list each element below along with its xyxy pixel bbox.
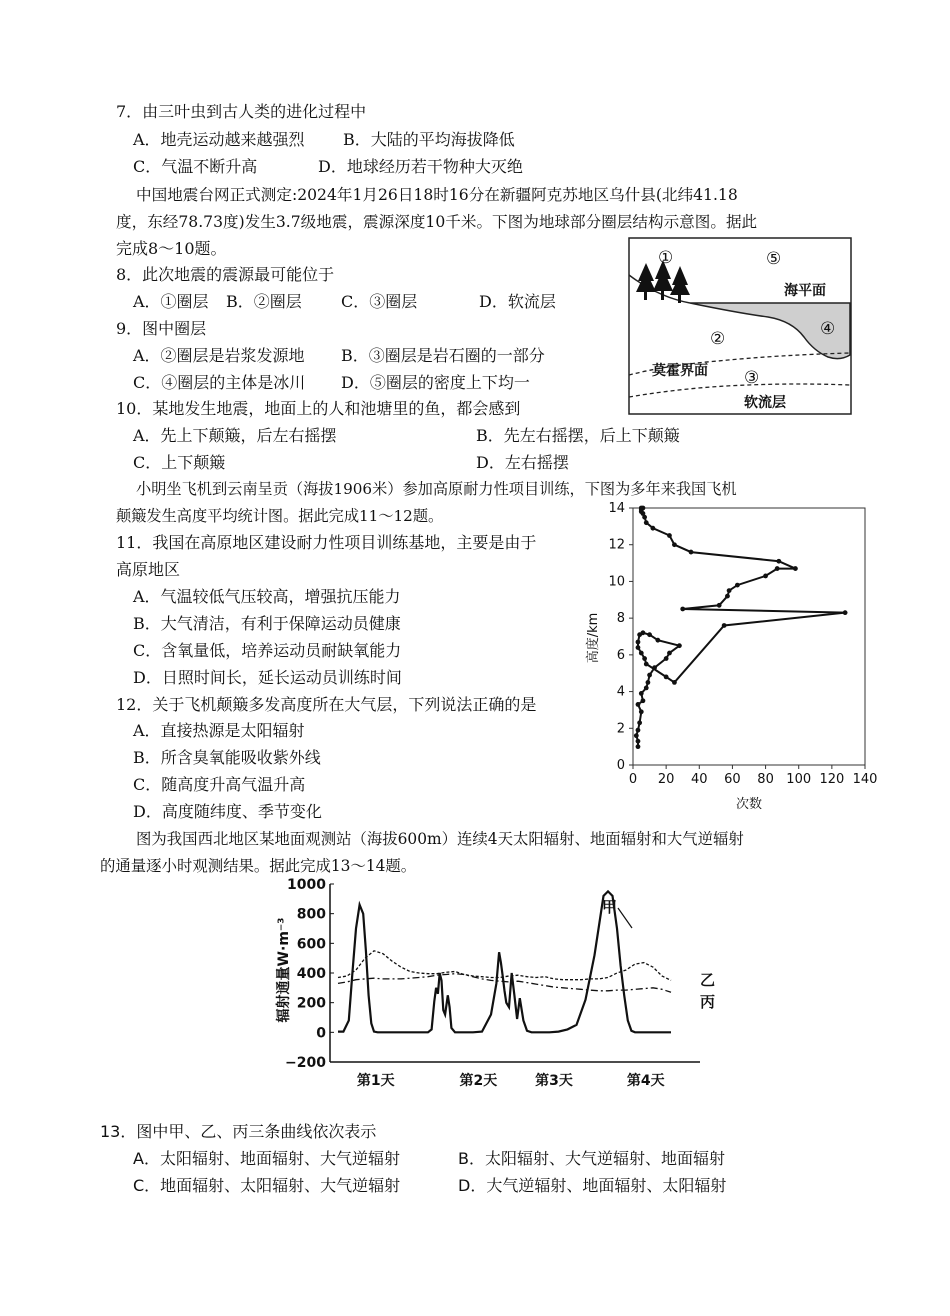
rad-category-label: 第1天 xyxy=(356,1073,395,1089)
rad-y-tick-label: −200 xyxy=(285,1055,326,1071)
turb-data-point xyxy=(655,638,660,643)
q11-stem-line1: 11．我国在高原地区建设耐力性项目训练基地，主要是由于 xyxy=(116,533,537,552)
turb-data-point xyxy=(664,656,669,661)
turb-data-point xyxy=(636,640,641,645)
turb-y-tick-label: 0 xyxy=(616,758,625,773)
layer-4-label: ④ xyxy=(820,319,836,339)
turb-data-point xyxy=(637,632,642,637)
turb-data-point xyxy=(641,698,646,703)
turb-data-point xyxy=(644,686,649,691)
layer-5-label: ⑤ xyxy=(766,249,782,269)
rad-category-label: 第4天 xyxy=(626,1073,665,1089)
rad-label-bing: 丙 xyxy=(700,993,716,1011)
q10-option-b[interactable]: B．先左右摇摆，后上下颠簸 xyxy=(476,426,680,445)
layer-1-label: ① xyxy=(658,248,674,268)
asthenosphere-label: 软流层 xyxy=(744,395,786,411)
q12-option-c[interactable]: C．随高度升高气温升高 xyxy=(133,775,306,794)
rad-category-label: 第2天 xyxy=(459,1073,498,1089)
q9-option-a[interactable]: A．②圈层是岩浆发源地 xyxy=(133,346,305,365)
layer-3-label: ③ xyxy=(744,368,760,388)
turb-data-point xyxy=(667,651,672,656)
q8-option-b[interactable]: B．②圈层 xyxy=(226,292,302,311)
rad-y-tick-label: 200 xyxy=(296,995,326,1012)
turb-data-point xyxy=(636,739,641,744)
turb-data-point xyxy=(677,643,682,648)
q13-option-b[interactable]: B．太阳辐射、大气逆辐射、地面辐射 xyxy=(458,1149,725,1168)
intro-earthquake-line3: 完成8～10题。 xyxy=(116,239,227,258)
turb-x-label: 次数 xyxy=(735,797,763,812)
turb-x-tick-label: 140 xyxy=(852,772,878,787)
rad-y-label: 辐射通量W·m⁻³ xyxy=(276,917,292,1023)
q9-option-c[interactable]: C．④圈层的主体是冰川 xyxy=(133,373,306,392)
q8-option-a[interactable]: A．①圈层 xyxy=(133,292,209,311)
turb-y-tick-label: 8 xyxy=(616,611,625,627)
turb-data-point xyxy=(634,733,639,738)
moho-label: 莫霍界面 xyxy=(652,363,708,379)
q11-option-d[interactable]: D．日照时间长，延长运动员训练时间 xyxy=(133,668,402,687)
turb-x-tick-label: 40 xyxy=(691,772,708,787)
rad-y-tick-label: 400 xyxy=(296,966,326,982)
q8-option-d[interactable]: D．软流层 xyxy=(479,292,556,311)
intro-turbulence-line2: 颠簸发生高度平均统计图。据此完成11～12题。 xyxy=(116,507,444,525)
q9-stem: 9．图中圈层 xyxy=(116,319,207,338)
turb-data-point xyxy=(735,583,740,588)
q10-stem: 10．某地发生地震，地面上的人和池塘里的鱼，都会感到 xyxy=(116,399,521,418)
turb-data-point xyxy=(642,656,647,661)
turb-data-point xyxy=(647,673,652,678)
q10-option-a[interactable]: A．先上下颠簸，后左右摇摆 xyxy=(133,426,337,445)
q8-option-c[interactable]: C．③圈层 xyxy=(341,292,418,311)
turb-data-point xyxy=(636,702,641,707)
turb-y-tick-label: 10 xyxy=(608,574,625,590)
intro-radiation-line2: 的通量逐小时观测结果。据此完成13～14题。 xyxy=(100,857,417,875)
turb-y-label: 高度/km xyxy=(586,612,601,664)
turb-data-point xyxy=(639,691,644,696)
turb-data-point xyxy=(689,550,694,555)
q7-option-d[interactable]: D．地球经历若干物种大灭绝 xyxy=(318,157,523,176)
intro-earthquake-line1: 中国地震台网正式测定:2024年1月26日18时16分在新疆阿克苏地区乌什县(北纬41.18 xyxy=(136,186,738,204)
turb-y-tick-label: 6 xyxy=(616,647,625,663)
layer-2-label: ② xyxy=(710,329,726,349)
turb-data-point xyxy=(637,720,642,725)
q11-option-c[interactable]: C．含氧量低，培养运动员耐缺氧能力 xyxy=(133,641,402,660)
q7-option-c[interactable]: C．气温不断升高 xyxy=(133,157,258,176)
q12-stem: 12．关于飞机颠簸多发高度所在大气层，下列说法正确的是 xyxy=(116,695,537,714)
turb-y-tick-label: 12 xyxy=(608,537,625,553)
turb-data-point xyxy=(775,566,780,571)
turb-data-point xyxy=(636,744,641,749)
turb-x-tick-label: 120 xyxy=(819,772,845,787)
turb-x-tick-label: 0 xyxy=(628,772,638,787)
intro-earthquake-line2: 度，东经78.73度)发生3.7级地震，震源深度10千米。下图为地球部分圈层结构示意图。据此 xyxy=(116,213,758,231)
turb-data-point xyxy=(636,645,641,650)
turb-data-point xyxy=(652,665,657,670)
q13-option-d[interactable]: D．大气逆辐射、地面辐射、太阳辐射 xyxy=(458,1176,727,1195)
turb-data-point xyxy=(843,610,848,615)
q11-stem-line2: 高原地区 xyxy=(116,560,181,579)
sea-level-label: 海平面 xyxy=(784,283,826,299)
q10-option-d[interactable]: D．左右摇摆 xyxy=(476,453,569,472)
rad-label-yi: 乙 xyxy=(700,971,716,989)
turb-data-point xyxy=(644,520,649,525)
q11-option-a[interactable]: A．气温较低气压较高，增强抗压能力 xyxy=(133,587,401,606)
turb-x-tick-label: 100 xyxy=(786,772,812,787)
turb-data-point xyxy=(727,588,732,593)
turb-x-tick-label: 80 xyxy=(757,772,774,787)
q12-option-b[interactable]: B．所含臭氧能吸收紫外线 xyxy=(133,748,321,767)
q13-option-a[interactable]: A．太阳辐射、地面辐射、大气逆辐射 xyxy=(133,1149,400,1168)
earth-layers-diagram xyxy=(628,237,852,415)
q9-option-b[interactable]: B．③圈层是岩石圈的一部分 xyxy=(341,346,545,365)
q8-stem: 8．此次地震的震源最可能位于 xyxy=(116,265,335,284)
turb-data-point xyxy=(793,566,798,571)
q12-option-a[interactable]: A．直接热源是太阳辐射 xyxy=(133,721,305,740)
q10-option-c[interactable]: C．上下颠簸 xyxy=(133,453,226,472)
q12-option-d[interactable]: D．高度随纬度、季节变化 xyxy=(133,802,322,821)
rad-y-tick-label: 800 xyxy=(296,906,326,923)
rad-label-jia: 甲 xyxy=(602,898,618,916)
turb-data-point xyxy=(639,709,644,714)
rad-y-tick-label: 1000 xyxy=(287,877,326,893)
turb-data-point xyxy=(776,559,781,564)
turb-data-point xyxy=(722,623,727,628)
turb-data-point xyxy=(664,674,669,679)
turb-data-point xyxy=(672,680,677,685)
turb-data-point xyxy=(639,651,644,656)
turb-y-tick-label: 2 xyxy=(616,721,625,737)
rad-y-tick-label: 0 xyxy=(316,1025,326,1042)
turb-data-point xyxy=(725,594,730,599)
turb-series-line xyxy=(636,508,845,747)
radiation-flux-chart xyxy=(270,870,730,1095)
turb-data-point xyxy=(667,533,672,538)
q7-stem: 7．由三叶虫到古人类的进化过程中 xyxy=(116,102,367,121)
turb-data-point xyxy=(717,603,722,608)
intro-turbulence-line1: 小明坐飞机到云南呈贡（海拔1906米）参加高原耐力性项目训练，下图为多年来我国飞机 xyxy=(136,480,737,498)
turb-data-point xyxy=(636,728,641,733)
turb-axes xyxy=(633,508,865,765)
q7-option-b[interactable]: B．大陆的平均海拔降低 xyxy=(343,130,515,149)
q9-option-d[interactable]: D．⑤圈层的密度上下均一 xyxy=(341,373,530,392)
turbulence-altitude-chart xyxy=(575,498,885,818)
turb-y-tick-label: 14 xyxy=(608,501,625,516)
turb-x-tick-label: 60 xyxy=(724,772,741,787)
turb-data-point xyxy=(680,607,685,612)
intro-radiation-line1: 图为我国西北地区某地面观测站（海拔600m）连续4天太阳辐射、地面辐射和大气逆辐射 xyxy=(136,830,744,848)
turb-data-point xyxy=(639,506,644,511)
turb-y-tick-label: 4 xyxy=(616,684,625,700)
q7-option-a[interactable]: A．地壳运动越来越强烈 xyxy=(133,130,305,149)
turb-data-point xyxy=(646,680,651,685)
turb-data-point xyxy=(763,574,768,579)
q13-stem: 13．图中甲、乙、丙三条曲线依次表示 xyxy=(100,1122,377,1141)
q13-option-c[interactable]: C．地面辐射、太阳辐射、大气逆辐射 xyxy=(133,1176,401,1195)
turb-data-point xyxy=(650,526,655,531)
turb-x-tick-label: 20 xyxy=(657,772,675,787)
q11-option-b[interactable]: B．大气清洁，有利于保障运动员健康 xyxy=(133,614,401,633)
rad-y-tick-label: 600 xyxy=(296,936,326,953)
turb-data-point xyxy=(647,632,652,637)
turb-data-point xyxy=(672,542,677,547)
rad-category-label: 第3天 xyxy=(535,1073,573,1089)
rad-label-jia-leader xyxy=(618,908,632,928)
turb-data-point xyxy=(644,662,649,667)
